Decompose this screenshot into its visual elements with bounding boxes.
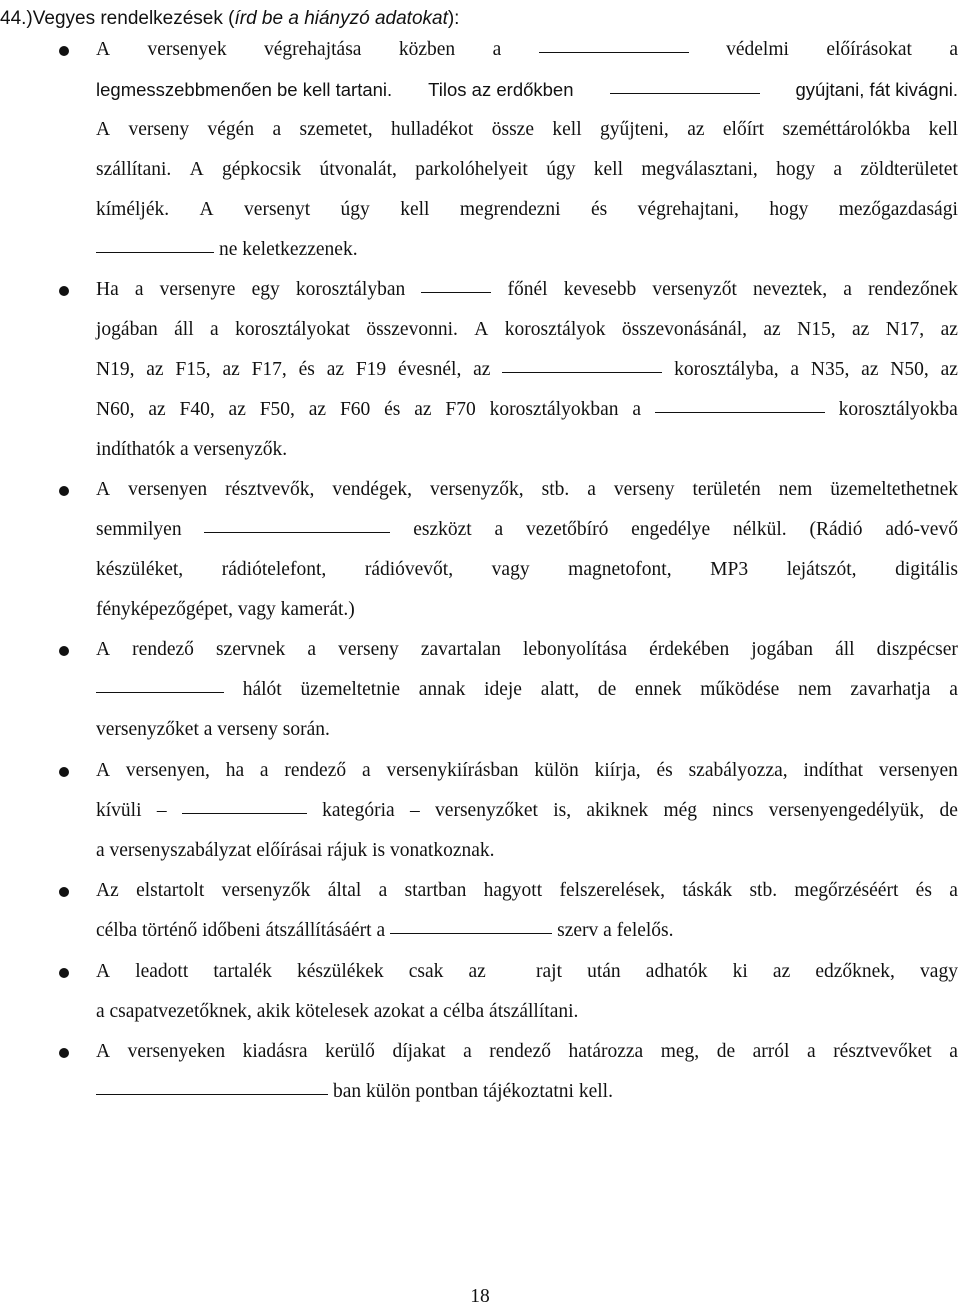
word: és xyxy=(915,880,932,901)
word: diszpécser xyxy=(876,639,958,660)
word: nem xyxy=(798,679,832,700)
fill-in-blank[interactable] xyxy=(182,812,307,814)
word: (Rádió xyxy=(809,519,863,540)
word: N17, xyxy=(885,319,925,340)
word: szeméttárolókba xyxy=(782,119,911,140)
fill-in-blank[interactable] xyxy=(502,371,662,373)
word: versenyzőket xyxy=(435,800,538,821)
word: szállítani. xyxy=(96,159,172,180)
word: korosztályba, xyxy=(674,359,779,380)
word: gépkocsik xyxy=(222,159,302,180)
word: tartalék xyxy=(213,961,272,982)
word: kívüli xyxy=(96,800,142,821)
word: után xyxy=(587,961,621,982)
word: ki xyxy=(732,961,748,982)
word: a xyxy=(134,279,144,300)
word: készülékek xyxy=(296,961,384,982)
word: lejátszót, xyxy=(786,559,857,580)
word: annak xyxy=(418,679,466,700)
text-line xyxy=(96,670,958,710)
word: díjakat xyxy=(392,1041,446,1062)
word: és xyxy=(384,399,401,420)
word: a xyxy=(259,760,269,781)
word: versenyt xyxy=(244,199,311,220)
bullet-icon xyxy=(59,286,69,296)
word: a xyxy=(949,679,958,700)
word: kiadásra xyxy=(242,1041,308,1062)
word: korosztályok xyxy=(504,319,606,340)
word: akiknek xyxy=(586,800,649,821)
word: A xyxy=(96,760,111,781)
word: de xyxy=(716,1041,736,1062)
text-line xyxy=(96,70,958,110)
word: résztvevőket xyxy=(833,1041,932,1062)
word: a xyxy=(949,39,958,60)
word: N35, xyxy=(810,359,850,380)
word: a xyxy=(210,319,219,340)
word: üzemeltethetnek xyxy=(830,479,958,500)
word: ideje xyxy=(484,679,522,700)
word: az xyxy=(326,359,344,380)
text-line xyxy=(96,871,958,911)
text-line xyxy=(96,30,958,70)
text-line xyxy=(96,190,958,230)
word: hogy xyxy=(769,199,809,220)
word: adó-vevő xyxy=(885,519,958,540)
word: a xyxy=(494,519,504,540)
word: az xyxy=(861,359,879,380)
fill-in-blank[interactable] xyxy=(96,1093,328,1095)
word: A xyxy=(96,961,111,982)
word: megrendezni xyxy=(459,199,561,220)
word: fényképezőgépet, vagy kamerát.) xyxy=(96,599,355,620)
word: ban külön pontban tájékoztatni kell. xyxy=(333,1081,613,1102)
word: kevesebb xyxy=(563,279,637,300)
word: rendező xyxy=(489,1041,551,1062)
text-line xyxy=(96,751,958,791)
word: is, xyxy=(553,800,572,821)
word: és xyxy=(591,199,608,220)
word: csak xyxy=(408,961,444,982)
word: a xyxy=(272,119,282,140)
word: végrehajtása xyxy=(264,39,362,60)
word: versenyeken xyxy=(127,1041,226,1062)
text-line xyxy=(96,510,958,550)
word: hogy xyxy=(776,159,816,180)
word: zavartalan xyxy=(420,639,501,660)
word: vezetőbíró xyxy=(526,519,609,540)
word: a xyxy=(492,39,502,60)
word: indíthat xyxy=(803,760,864,781)
word: az xyxy=(772,961,791,982)
word: az xyxy=(308,399,327,420)
word: versenyen xyxy=(128,479,208,500)
word: évesnél, xyxy=(397,359,462,380)
word: mezőgazdasági xyxy=(838,199,958,220)
word: legmesszebbmenően be kell tartani. xyxy=(96,79,393,100)
text-line xyxy=(96,310,958,350)
word: eszközt xyxy=(413,519,472,540)
word: ha xyxy=(225,760,245,781)
word: leadott xyxy=(135,961,189,982)
word: jogában xyxy=(96,319,158,340)
word: indíthatók a versenyzők. xyxy=(96,439,288,460)
word: elstartolt xyxy=(136,880,205,901)
word: a xyxy=(587,479,596,500)
word: a csapatvezetőknek, akik kötelesek azokat a célba átszállítani. xyxy=(96,1001,579,1022)
word: a xyxy=(307,639,317,660)
word: F60 xyxy=(339,399,371,420)
word: célba történő időbeni átszállításáért a xyxy=(96,920,386,941)
word: ne keletkezzenek. xyxy=(219,239,358,260)
word: működése xyxy=(700,679,780,700)
fill-in-blank[interactable] xyxy=(390,932,552,934)
word: versenykiírásban xyxy=(386,760,519,781)
word: előírásokat xyxy=(826,39,912,60)
word: rendező xyxy=(132,639,194,660)
word: előírt xyxy=(722,119,765,140)
word: még xyxy=(663,800,698,821)
word: a xyxy=(378,880,388,901)
word: de xyxy=(939,800,958,821)
word: neveztek, xyxy=(752,279,828,300)
word: N15, xyxy=(797,319,836,340)
word: A xyxy=(96,39,111,60)
text-line xyxy=(96,230,958,270)
word: versenyzők xyxy=(221,880,311,901)
word: nincs xyxy=(712,800,754,821)
text-line xyxy=(96,430,958,470)
word: a xyxy=(949,1041,958,1062)
word: A xyxy=(189,159,204,180)
heading-instruction: írd be a hiányzó adatokat xyxy=(234,8,448,29)
word: rendező xyxy=(284,760,347,781)
word: de xyxy=(597,679,617,700)
word: zavarhatja xyxy=(850,679,931,700)
word: külön xyxy=(534,760,579,781)
word: versenyen xyxy=(878,760,958,781)
fill-in-blank[interactable] xyxy=(204,531,390,533)
word: a xyxy=(807,1041,816,1062)
word: Ha xyxy=(96,279,119,300)
word: versenyek xyxy=(147,39,227,60)
word: végén xyxy=(207,119,255,140)
word: nélkül. xyxy=(733,519,787,540)
word: stb. xyxy=(541,479,570,500)
word: a xyxy=(632,399,641,420)
text-line xyxy=(96,831,958,871)
word: kell xyxy=(400,199,430,220)
word: az xyxy=(222,359,240,380)
word: szemetet, xyxy=(299,119,373,140)
text-line xyxy=(96,590,958,630)
word: korosztályban xyxy=(295,279,406,300)
word: gyújtani, fát kivágni. xyxy=(795,79,958,100)
word: a xyxy=(833,159,843,180)
word: gyűjteni, xyxy=(600,119,669,140)
word: védelmi xyxy=(726,39,789,60)
word: rádióvevőt, xyxy=(364,559,454,580)
fill-in-blank[interactable] xyxy=(96,691,224,693)
word: hulladékot xyxy=(391,119,474,140)
word: az xyxy=(468,961,486,982)
word: kell xyxy=(552,119,582,140)
word: a xyxy=(463,1041,472,1062)
word: meg, xyxy=(660,1041,700,1062)
heading-number: 44.) xyxy=(0,8,33,29)
text-line xyxy=(96,992,958,1032)
word: kíméljék. xyxy=(96,199,170,220)
word: – xyxy=(156,800,167,821)
text-line xyxy=(96,1072,958,1112)
word: parkolóhelyeit xyxy=(415,159,528,180)
word: az xyxy=(852,319,870,340)
word: az xyxy=(473,359,491,380)
text-line xyxy=(96,150,958,190)
word: határozza xyxy=(568,1041,644,1062)
word: vagy xyxy=(491,559,530,580)
word: N60, xyxy=(96,399,135,420)
word: a xyxy=(949,880,958,901)
word: F19 xyxy=(355,359,387,380)
word: összevonásánál, xyxy=(621,319,747,340)
word: versenyen, xyxy=(125,760,210,781)
word: kell xyxy=(928,119,958,140)
word: az xyxy=(940,359,958,380)
word: Tilos az erdőkben xyxy=(428,79,574,100)
page-number: 18 xyxy=(470,1286,490,1307)
bullet-icon xyxy=(59,1048,69,1058)
word: közben xyxy=(398,39,456,60)
word: magnetofont, xyxy=(568,559,672,580)
word: szervnek xyxy=(215,639,286,660)
heading-text: Vegyes rendelkezések ( xyxy=(32,8,235,29)
word: kell xyxy=(593,159,624,180)
word: és xyxy=(298,359,315,380)
fill-in-blank[interactable] xyxy=(610,92,760,94)
fill-in-blank[interactable] xyxy=(96,251,214,253)
fill-in-blank[interactable] xyxy=(655,411,825,413)
word: felszerelések, xyxy=(559,880,666,901)
word: F70 xyxy=(445,399,476,420)
text-line xyxy=(96,110,958,150)
word: semmilyen xyxy=(96,519,182,540)
word: zöldterületet xyxy=(860,159,958,180)
word: üzemeltetnie xyxy=(300,679,401,700)
bullet-icon xyxy=(59,486,69,496)
word: engedélye xyxy=(631,519,711,540)
fill-in-blank[interactable] xyxy=(539,51,689,53)
word: szabályozza, xyxy=(688,760,788,781)
word: egy xyxy=(251,279,280,300)
word: áll xyxy=(835,639,855,660)
word: vendégek, xyxy=(332,479,412,500)
word: A xyxy=(96,479,111,500)
word: korosztályokba xyxy=(838,399,958,420)
word: hálót xyxy=(242,679,282,700)
word: össze xyxy=(491,119,534,140)
text-line xyxy=(96,710,958,750)
word: a xyxy=(361,760,371,781)
word: megválasztani, xyxy=(641,159,758,180)
word: kategória xyxy=(322,800,395,821)
word: adhatók xyxy=(645,961,708,982)
word: úgy xyxy=(340,199,370,220)
word: Az xyxy=(96,880,119,901)
word: kerülő xyxy=(325,1041,375,1062)
word: érdekében xyxy=(649,639,730,660)
word: az xyxy=(146,359,164,380)
word: versenyzőket a verseny során. xyxy=(96,719,330,740)
text-line xyxy=(96,630,958,670)
text-line xyxy=(96,911,958,951)
word: résztvevők, xyxy=(225,479,315,500)
word: alatt, xyxy=(540,679,580,700)
word: az xyxy=(940,319,958,340)
word: arról xyxy=(752,1041,790,1062)
word: versenyzőt xyxy=(652,279,737,300)
word: nem xyxy=(778,479,813,500)
word: hagyott xyxy=(483,880,543,901)
word: területén xyxy=(692,479,761,500)
word: korosztályokat xyxy=(235,319,350,340)
bullet-icon xyxy=(59,767,69,777)
word: végrehajtani, xyxy=(637,199,739,220)
bullet-icon xyxy=(59,46,69,56)
word: az xyxy=(414,399,432,420)
word: az xyxy=(763,319,781,340)
heading-close: ): xyxy=(447,8,460,29)
word: F40, xyxy=(179,399,215,420)
word: kiírja, xyxy=(594,760,641,781)
bullet-icon xyxy=(59,646,69,656)
word: N50, xyxy=(890,359,929,380)
word: a xyxy=(790,359,800,380)
word: által xyxy=(327,880,362,901)
word: rádiótelefont, xyxy=(221,559,327,580)
word: F15, xyxy=(175,359,211,380)
word: áll xyxy=(174,319,194,340)
word: a xyxy=(843,279,852,300)
word: MP3 xyxy=(710,559,749,580)
word: útvonalát, xyxy=(319,159,397,180)
word: N19, xyxy=(96,359,135,380)
word: digitális xyxy=(895,559,958,580)
word: edzőknek, xyxy=(815,961,895,982)
bullet-icon xyxy=(59,887,69,897)
word: F17, xyxy=(251,359,287,380)
word: A xyxy=(96,639,111,660)
word: A xyxy=(199,199,214,220)
section-heading xyxy=(0,7,459,31)
word: ennek xyxy=(634,679,682,700)
text-line xyxy=(96,550,958,590)
text-line xyxy=(96,350,958,390)
word: összevonni. xyxy=(366,319,458,340)
word: verseny xyxy=(128,119,190,140)
text-line xyxy=(96,270,958,310)
text-line xyxy=(96,1032,958,1072)
fill-in-blank[interactable] xyxy=(421,291,491,293)
word: szerv a felelős. xyxy=(557,920,674,941)
word: a versenyszabályzat előírásai rájuk is vonatkoznak. xyxy=(96,840,495,861)
word: F50, xyxy=(259,399,295,420)
word: versenyengedélyük, xyxy=(768,800,925,821)
word: vagy xyxy=(920,961,958,982)
word: stb. xyxy=(749,880,778,901)
text-line xyxy=(96,390,958,430)
word: az xyxy=(687,119,705,140)
bullet-icon xyxy=(59,968,69,978)
word: és xyxy=(656,760,673,781)
word: versenyre xyxy=(159,279,236,300)
text-line xyxy=(96,791,958,831)
word: A xyxy=(96,119,111,140)
word: táskák xyxy=(682,880,733,901)
word: rajt xyxy=(536,961,562,982)
word: A xyxy=(474,319,489,340)
word: az xyxy=(228,399,246,420)
word: A xyxy=(96,1041,111,1062)
word: megőrzéséért xyxy=(794,880,899,901)
word: úgy xyxy=(546,159,576,180)
word: verseny xyxy=(613,479,675,500)
word: startban xyxy=(404,880,467,901)
word: lebonyolítása xyxy=(523,639,627,660)
word: főnél xyxy=(507,279,548,300)
word: korosztályokban xyxy=(489,399,619,420)
word: az xyxy=(148,399,166,420)
word: készüléket, xyxy=(96,559,184,580)
word: versenyzők, xyxy=(429,479,524,500)
text-line xyxy=(96,470,958,510)
word: – xyxy=(410,800,420,821)
word: verseny xyxy=(338,639,399,660)
word: jogában xyxy=(751,639,814,660)
word: rendezőnek xyxy=(868,279,958,300)
text-line xyxy=(96,952,958,992)
